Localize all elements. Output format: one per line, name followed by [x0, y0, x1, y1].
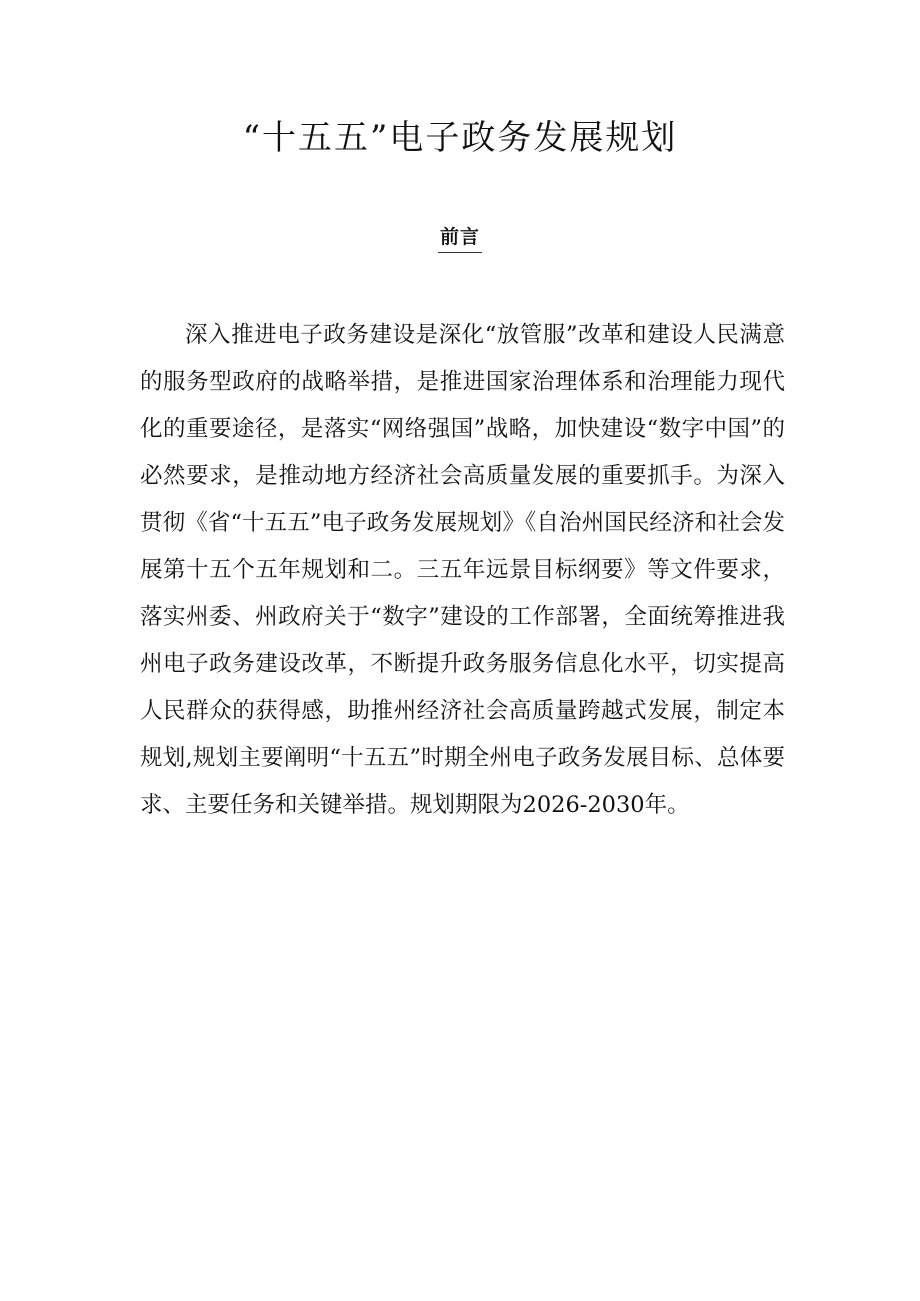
document-title: “十五五”电子政务发展规划: [242, 118, 678, 158]
section-heading-text: 前言: [438, 222, 482, 253]
body-paragraph: 深入推进电子政务建设是深化“放管服”改革和建设人民满意的服务型政府的战略举措，是推进国家治理体系和治理能力现代化的重要途径，是落实“网络强国”战略，加快建设“数字中国”的必然要求，是推动地方经济社会高质量发展的重要抓手。为深入贯彻《省“十五五”电子政务发展规划》《自治州国民经济和社会发展第十五个五年规划和二。三五年远景目标纲要》等文件要求，落实州委、州政府关于“数字”建设的工作部署，全面统筹推进我州电子政务建设改革，不断提升政务服务信息化水平，切实提高人民群众的获得感，助推州经济社会高质量跨越式发展，制定本规划,规划主要阐明“十五五”时期全州电子政务发展目标、总体要求、主要任务和关键举措。规划期限为2026-2030年。: [140, 322, 785, 818]
section-heading: [0, 222, 920, 253]
